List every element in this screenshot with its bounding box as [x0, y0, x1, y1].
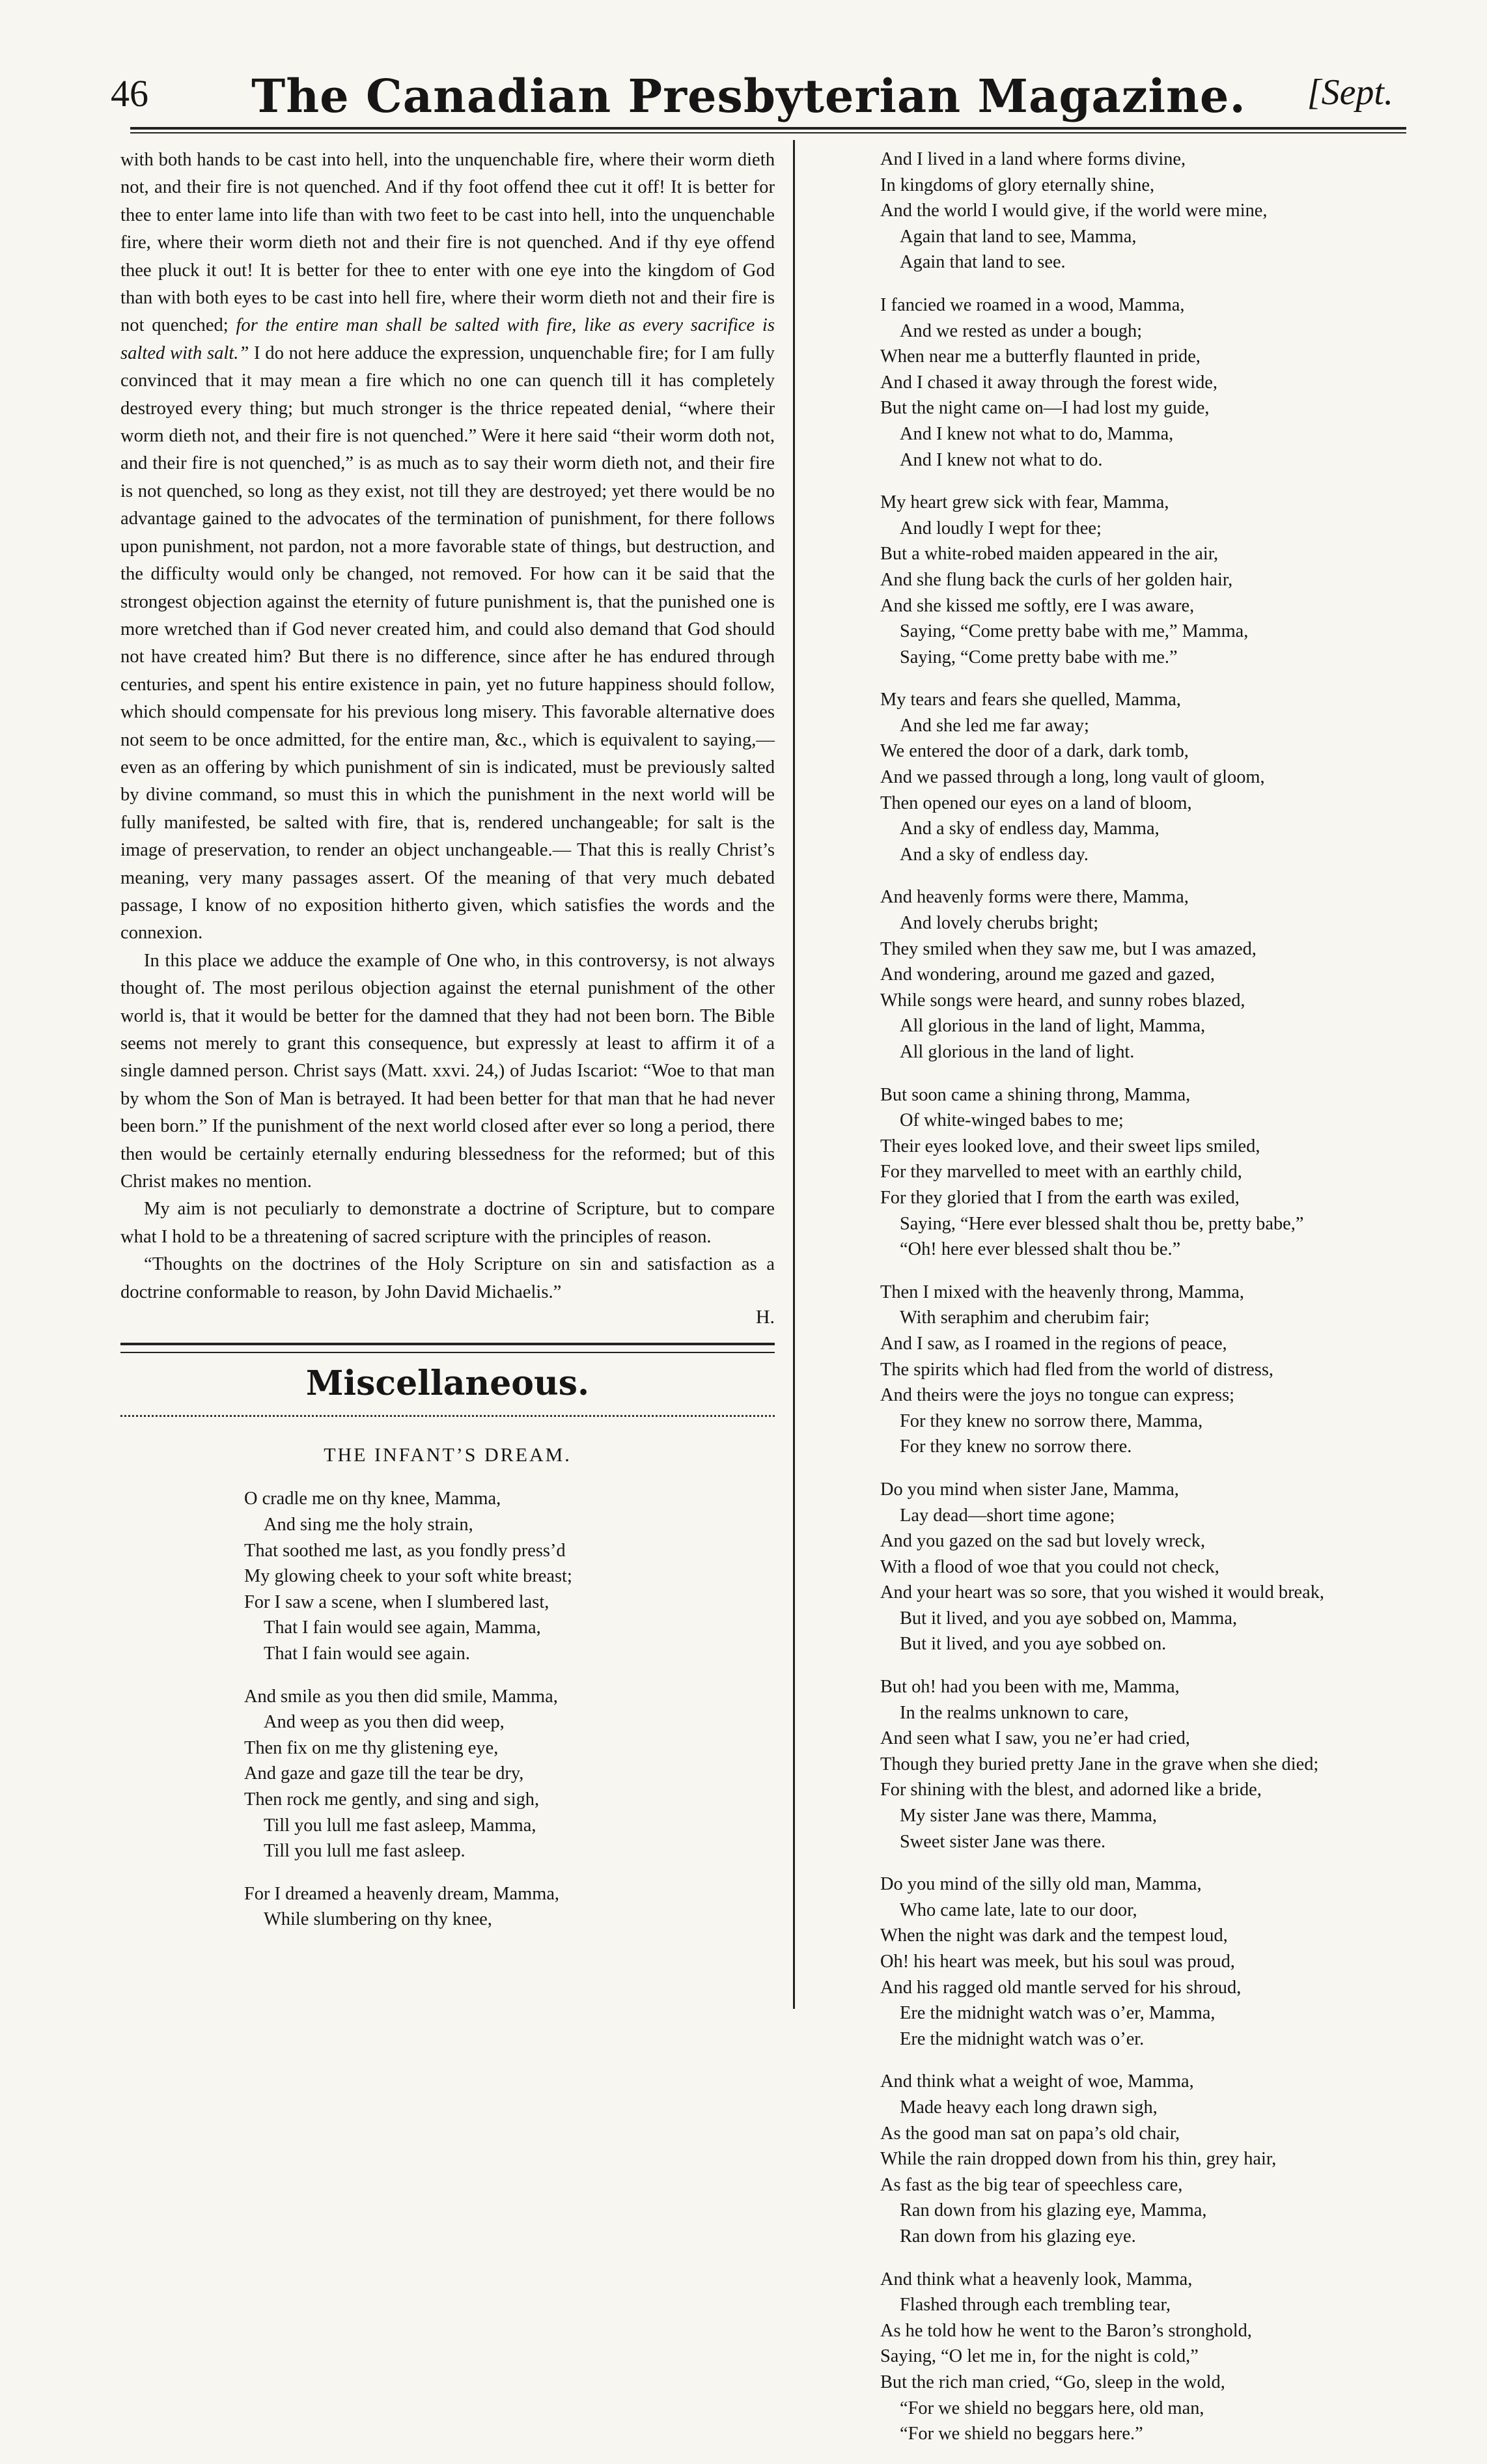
article-paragraph-3: My aim is not peculiarly to demonstrate a doctrine of Scripture, but to compare what I hold to be a threatening of sacred scripture with the principles of reason. — [120, 1199, 775, 1247]
poem-line: That I fain would see again. — [264, 1644, 470, 1664]
poem-line: Made heavy each long drawn sigh, — [900, 2097, 1158, 2118]
article-signature: H. — [755, 1306, 775, 1328]
poem-stanza — [120, 1684, 775, 1864]
poem-left — [120, 1486, 775, 1933]
poem-line: Again that land to see, Mamma, — [900, 226, 1137, 247]
poem-line: Saying, “Here ever blessed shalt thou be, pretty babe,” — [900, 1213, 1304, 1234]
poem-stanza — [880, 1871, 1421, 2052]
poem-line: And weep as you then did weep, — [264, 1712, 505, 1733]
magazine-title: The Canadian Presbyterian Magazine. — [251, 69, 1246, 123]
poem-line: That I fain would see again, Mamma, — [264, 1617, 541, 1638]
poem-line: And theirs were the joys no tongue can express; — [880, 1385, 1235, 1406]
poem-line: My sister Jane was there, Mamma, — [900, 1806, 1158, 1827]
poem-line: Saying, “O let me in, for the night is cold,” — [880, 2346, 1199, 2367]
poem-line: Saying, “Come pretty babe with me,” Mamma, — [900, 621, 1249, 642]
poem-line: Ran down from his glazing eye. — [900, 2226, 1136, 2247]
poem-line: “For we shield no beggars here, old man, — [900, 2398, 1204, 2418]
poem-line: While songs were heard, and sunny robes blazed, — [880, 990, 1245, 1011]
poem-line: And we rested as under a bough; — [900, 320, 1143, 341]
poem-line: Lay dead—short time agone; — [900, 1505, 1115, 1526]
poem-line: Sweet sister Jane was there. — [900, 1831, 1106, 1852]
section-ornament — [120, 1415, 775, 1421]
poem-line: And smile as you then did smile, Mamma, — [244, 1686, 558, 1707]
poem-stanza — [880, 2267, 1421, 2447]
poem-line: That soothed me last, as you fondly press’d — [244, 1540, 566, 1561]
poem-line: Again that land to see. — [900, 252, 1066, 273]
page-number: 46 — [111, 72, 148, 115]
poem-line: But a white-robed maiden appeared in the air, — [880, 544, 1219, 565]
poem-line: And think what a weight of woe, Mamma, — [880, 2071, 1194, 2092]
poem-line: And I knew not what to do, Mamma, — [900, 423, 1174, 444]
poem-line: Ere the midnight watch was o’er. — [900, 2028, 1145, 2049]
italic-quote: for the entire man shall be salted with fire, like as every sacrifice is salted with salt.” — [120, 315, 775, 363]
poem-line: And we passed through a long, long vault of gloom, — [880, 767, 1265, 788]
poem-line: And I lived in a land where forms divine, — [880, 149, 1186, 169]
poem-line: But the night came on—I had lost my guide, — [880, 398, 1210, 419]
poem-line: And I chased it away through the forest wide, — [880, 372, 1217, 393]
poem-line: While the rain dropped down from his thin, grey hair, — [880, 2149, 1277, 2170]
poem-line: Then rock me gently, and sing and sigh, — [244, 1789, 540, 1810]
article-paragraph-2: In this place we adduce the example of One who, in this controversy, is not always thought of. The most perilous objection against the eternal punishment of the other world is, that it would be better for the damned that they had not been born. The Bible seems not merely to grant this consequence, but expressly at least to affirm it of a single damned person. Christ says (Matt. xxvi. 24,) of Judas Iscariot: “Woe to that man by whom the Son of Man is betrayed. It had been better for that man that he had never been born.” If the punishment of the next world closed after ever so long a period, there then would be certainly eternally enduring blessedness for the reformed; but of this Christ makes no mention. — [120, 950, 775, 1192]
poem-line: As fast as the big tear of speechless care, — [880, 2174, 1183, 2195]
poem-line: And she flung back the curls of her golden hair, — [880, 569, 1233, 590]
poem-line: When the night was dark and the tempest loud, — [880, 1925, 1228, 1946]
poem-line: But it lived, and you aye sobbed on. — [900, 1634, 1167, 1655]
poem-line: But soon came a shining throng, Mamma, — [880, 1084, 1191, 1105]
poem-line: Till you lull me fast asleep, Mamma, — [264, 1815, 536, 1836]
poem-line: And I knew not what to do. — [900, 449, 1103, 470]
issue-month: [Sept. — [1307, 72, 1393, 113]
header-rule-bottom — [130, 132, 1406, 133]
poem-line: Flashed through each trembling tear, — [900, 2295, 1171, 2316]
poem-stanza — [880, 2069, 1421, 2249]
poem-line: All glorious in the land of light. — [900, 1042, 1135, 1062]
poem-line: And think what a heavenly look, Mamma, — [880, 2269, 1193, 2289]
right-column — [880, 147, 1421, 2464]
poem-line: For I dreamed a heavenly dream, Mamma, — [244, 1883, 560, 1904]
poem-line: In kingdoms of glory eternally shine, — [880, 175, 1155, 195]
poem-line: “For we shield no beggars here.” — [900, 2424, 1143, 2444]
poem-line: But it lived, and you aye sobbed on, Mamma, — [900, 1608, 1238, 1629]
poem-line: I fancied we roamed in a wood, Mamma, — [880, 294, 1185, 315]
article-body — [120, 147, 775, 1331]
poem-line: All glorious in the land of light, Mamma, — [900, 1016, 1206, 1037]
poem-stanza — [880, 1674, 1421, 1855]
poem-line: And his ragged old mantle served for his shroud, — [880, 1977, 1242, 1998]
poem-line: With seraphim and cherubim fair; — [900, 1308, 1150, 1328]
poem-line: Though they buried pretty Jane in the grave when she died; — [880, 1754, 1319, 1774]
poem-stanza — [880, 147, 1421, 275]
poem-line: And sing me the holy strain, — [264, 1515, 473, 1535]
article-paragraph-1: with both hands to be cast into hell, into the unquenchable fire, where their worm dieth not, and their fire is not quenched. And if thy foot offend thee cut it off! It is better for thee to enter lame into life than with two feet to be cast into hell, into the unquenchable fire, where their worm dieth not and their fire is not quenched. And if thy eye offend thee pluck it out! It is better for thee to enter with one eye into the kingdom of God than with both eyes to be cast into hell fire, where their worm dieth not and their fire is not quenched; for the entire man shall be salted with fire, like as every sacrifice is salted with salt.” I do not here adduce the expression, unquenchable fire; for I am fully convinced that it may mean a fire which no one can quench till it has completely destroyed every thing; but much stronger is the thrice repeated denial, “where their worm dieth not, and their fire is not quenched.” Were it here said “their worm doth not, and their fire is not quenched,” is as much as to say their worm dieth not, and their fire is not quenched, so long as they exist, not till they are destroyed; yet there would be no advantage gained to the advocates of the termination of punishment, for there follows upon punishment, not pardon, not a more favorable state of things, but destruction, and the difficulty would only be changed, not removed. For how can it be said that the strongest objection against the eternity of future punishment is, that the punished one is more wretched than if God never created him, and could also demand that God should not have created him? But there is no difference, since after he has endured through centuries, and spent his entire existence in pain, yet no future happiness should follow, which should compensate for his previous long misery. This favorable alternative does not seem to be once admitted, for the entire man, &c., which is equivalent to saying,—even as an offering by which punishment of sin is indicated, must be previously salted by divine command, so must this in which the punishment in the next world will be fully manifested, be salted with fire, that is, rendered unchangeable; for salt is the image of preservation, to render an object unchangeable.— That this is really Christ’s meaning, very many passages assert. Of the meaning of that very much debated passage, I know of no exposition hitherto given, which satisfies the words and the connexion. — [120, 150, 775, 944]
poem-line: But oh! had you been with me, Mamma, — [880, 1677, 1180, 1698]
poem-line: And gaze and gaze till the tear be dry, — [244, 1763, 524, 1784]
section-title: Miscellaneous. — [305, 1364, 590, 1404]
poem-line: And wondering, around me gazed and gazed, — [880, 964, 1215, 985]
poem-line: Do you mind when sister Jane, Mamma, — [880, 1479, 1179, 1500]
poem-line: And heavenly forms were there, Mamma, — [880, 887, 1189, 908]
poem-line: My tears and fears she quelled, Mamma, — [880, 690, 1181, 710]
poem-line: Do you mind of the silly old man, Mamma, — [880, 1874, 1202, 1895]
poem-stanza — [880, 1082, 1421, 1263]
poem-stanza — [120, 1881, 775, 1933]
poem-line: And the world I would give, if the world were mine, — [880, 201, 1268, 221]
poem-stanza — [880, 687, 1421, 867]
poem-line: For shining with the blest, and adorned like a bride, — [880, 1780, 1262, 1800]
poem-stanza — [880, 490, 1421, 670]
poem-stanza — [880, 292, 1421, 473]
page-header — [104, 65, 1393, 130]
poem-stanza — [880, 1280, 1421, 1460]
poem-line: And she kissed me softly, ere I was aware, — [880, 595, 1195, 616]
poem-line: Ran down from his glazing eye, Mamma, — [900, 2200, 1207, 2221]
poem-stanza — [120, 1486, 775, 1666]
poem-line: And you gazed on the sad but lovely wreck, — [880, 1531, 1206, 1552]
poem-right — [880, 147, 1421, 2447]
poem-line: Then fix on me thy glistening eye, — [244, 1737, 499, 1758]
poem-line: Then I mixed with the heavenly throng, Mamma, — [880, 1281, 1244, 1302]
poem-line: Who came late, late to our door, — [900, 1899, 1137, 1920]
poem-line: As he told how he went to the Baron’s stronghold, — [880, 2320, 1252, 2341]
poem-line: We entered the door of a dark, dark tomb, — [880, 741, 1189, 762]
poem-line: When near me a butterfly flaunted in pride, — [880, 346, 1201, 367]
poem-line: Saying, “Come pretty babe with me.” — [900, 647, 1178, 667]
poem-line: For they knew no sorrow there, Mamma, — [900, 1410, 1203, 1431]
poem-line: Of white-winged babes to me; — [900, 1110, 1124, 1131]
poem-line: O cradle me on thy knee, Mamma, — [244, 1489, 501, 1509]
poem-line: Their eyes looked love, and their sweet lips smiled, — [880, 1136, 1260, 1156]
poem-line: With a flood of woe that you could not check, — [880, 1556, 1219, 1577]
poem-line: My glowing cheek to your soft white breast; — [244, 1566, 572, 1587]
poem-line: And lovely cherubs bright; — [900, 913, 1099, 934]
poem-line: In the realms unknown to care, — [900, 1702, 1129, 1723]
poem-stanza — [880, 884, 1421, 1065]
poem-line: And I saw, as I roamed in the regions of peace, — [880, 1333, 1227, 1354]
poem-title: THE INFANT’S DREAM. — [324, 1444, 572, 1466]
poem-line: And loudly I wept for thee; — [900, 518, 1102, 539]
poem-stanza — [880, 1477, 1421, 1657]
section-divider — [120, 1343, 775, 1353]
poem-line: The spirits which had fled from the world of distress, — [880, 1359, 1273, 1380]
poem-line: They smiled when they saw me, but I was amazed, — [880, 938, 1257, 959]
column-divider — [793, 140, 795, 2009]
poem-line: For they marvelled to meet with an earthly child, — [880, 1162, 1242, 1183]
poem-line: For they knew no sorrow there. — [900, 1436, 1132, 1457]
poem-line: But the rich man cried, “Go, sleep in the wold, — [880, 2372, 1225, 2392]
poem-line: While slumbering on thy knee, — [264, 1909, 492, 1930]
poem-line: Ere the midnight watch was o’er, Mamma, — [900, 2003, 1216, 2024]
poem-line: And she led me far away; — [900, 715, 1089, 736]
poem-line: Then opened our eyes on a land of bloom, — [880, 792, 1192, 813]
poem-line: And seen what I saw, you ne’er had cried, — [880, 1728, 1190, 1749]
article-footnote: “Thoughts on the doctrines of the Holy Scripture on sin and satisfaction as a doctrine conformable to reason, by John David Michaelis.” — [120, 1254, 775, 1302]
poem-line: “Oh! here ever blessed shalt thou be.” — [900, 1239, 1181, 1260]
poem-line: Till you lull me fast asleep. — [264, 1841, 466, 1862]
poem-line: For they gloried that I from the earth was exiled, — [880, 1187, 1240, 1208]
poem-line: And a sky of endless day. — [900, 844, 1089, 865]
left-column — [120, 147, 775, 1950]
poem-line: And your heart was so sore, that you wished it would break, — [880, 1582, 1325, 1603]
header-rule-top — [130, 127, 1406, 130]
poem-line: And a sky of endless day, Mamma, — [900, 819, 1160, 839]
poem-line: My heart grew sick with fear, Mamma, — [880, 492, 1169, 513]
poem-line: For I saw a scene, when I slumbered last, — [244, 1591, 549, 1612]
poem-line: As the good man sat on papa’s old chair, — [880, 2123, 1180, 2144]
poem-line: Oh! his heart was meek, but his soul was proud, — [880, 1952, 1235, 1972]
